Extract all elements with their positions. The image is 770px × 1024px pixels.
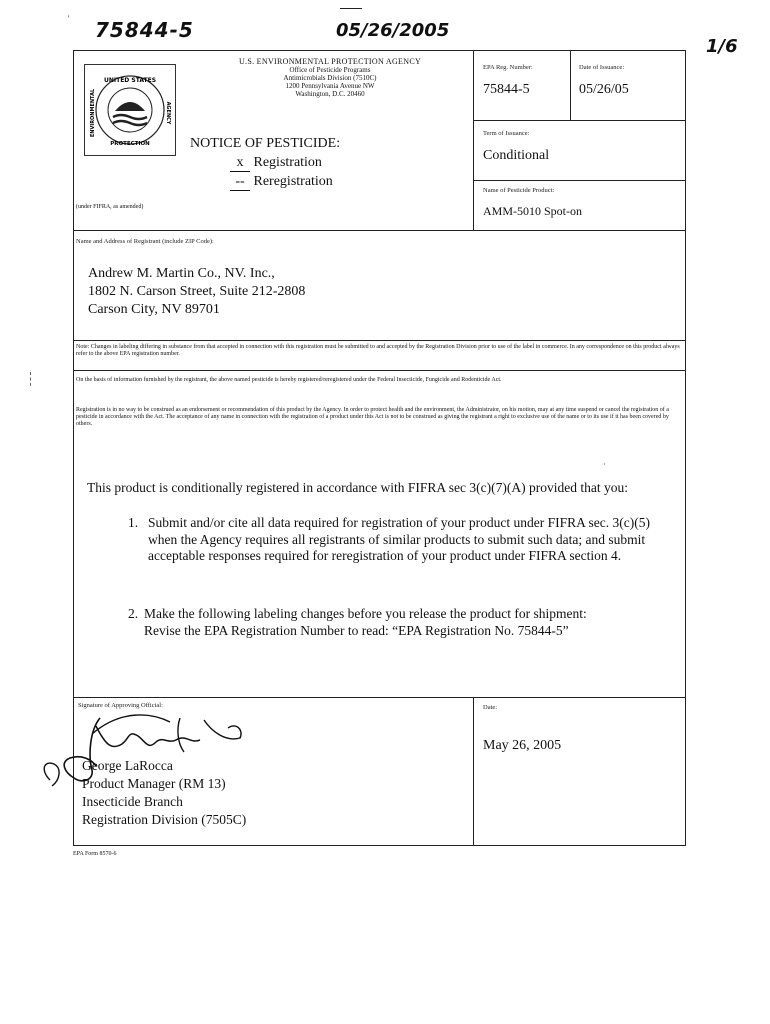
signatory-title: Product Manager (RM 13) bbox=[82, 776, 226, 791]
conditional-intro: This product is conditionally registered in accordance with FIFRA sec 3(c)(7)(A) provided that you: bbox=[87, 480, 628, 495]
condition-2-line-1: Make the following labeling changes before you release the product for shipment: bbox=[144, 606, 587, 621]
condition-item-2 bbox=[128, 606, 680, 639]
registration-checkbox bbox=[230, 155, 250, 172]
signatory-division: Registration Division (7505C) bbox=[82, 812, 247, 827]
stray-mark: · bbox=[603, 460, 606, 469]
registrant-line-3: Carson City, NV 89701 bbox=[88, 302, 220, 317]
registrant-label: Name and Address of Registrant (include ZIP Code): bbox=[76, 238, 214, 245]
registration-label: Registration bbox=[253, 155, 322, 170]
epa-seal bbox=[84, 64, 176, 156]
svg-text:PROTECTION: PROTECTION bbox=[110, 141, 150, 147]
agency-street: 1200 Pennsylvania Avenue NW bbox=[285, 82, 375, 90]
epa-reg-label: EPA Reg. Number: bbox=[483, 64, 533, 71]
margin-ticks bbox=[30, 372, 39, 386]
reregistration-checkbox bbox=[230, 174, 250, 191]
handwritten-date-dash bbox=[340, 8, 362, 9]
agency-name: U.S. ENVIRONMENTAL PROTECTION AGENCY bbox=[238, 57, 422, 66]
condition-1-number: 1. bbox=[128, 515, 139, 530]
term-label: Term of Issuance: bbox=[483, 130, 530, 137]
agency-city: Washington, D.C. 20460 bbox=[295, 90, 365, 98]
date-value: May 26, 2005 bbox=[483, 738, 562, 753]
header-bottom-line bbox=[73, 230, 686, 231]
svg-text:UNITED STATES: UNITED STATES bbox=[103, 77, 157, 84]
issuance-label: Date of Issuance: bbox=[579, 64, 625, 71]
date-label: Date: bbox=[483, 704, 498, 711]
signature-divider bbox=[473, 697, 474, 846]
under-fifra-note: (under FIFRA, as amended) bbox=[76, 204, 144, 210]
condition-2-number: 2. bbox=[128, 606, 139, 621]
reregistration-line bbox=[230, 174, 333, 191]
signature-label: Signature of Approving Official: bbox=[78, 702, 163, 709]
registrant-line-1: Andrew M. Martin Co., NV. Inc., bbox=[88, 266, 275, 281]
header-divider bbox=[473, 50, 474, 230]
condition-1-text: Submit and/or cite all data required for registration of your product under FIFRA sec. 3(c)(5) when the Agency requires all registrants of similar products to submit such data; and submit acceptable responses required for reregistration of your product under FIFRA section 4. bbox=[148, 515, 650, 563]
term-value: Conditional bbox=[483, 148, 550, 163]
condition-2-line-2: Revise the EPA Registration Number to read: “EPA Registration No. 75844-5” bbox=[144, 622, 569, 638]
product-top-line bbox=[473, 180, 686, 181]
signatory-branch: Insecticide Branch bbox=[82, 794, 183, 809]
handwritten-page-number: 1/6 bbox=[706, 36, 738, 57]
registration-mark: x bbox=[236, 155, 244, 170]
term-top-line bbox=[473, 120, 686, 121]
epa-reg-value: 75844-5 bbox=[483, 82, 530, 97]
registration-line bbox=[230, 155, 322, 172]
disclaimer-paragraph: Registration is in no way to be construed as an endorsement or recommendation of this product by the Agency. In order to protect health and the environment, the Administrator, on his motion, may at any time suspend or cancel the registration of a pesticide in accordance with the Act. The acceptance of any name in connection with the registration of a product under this Act is not to be construed as giving the registrant a right to exclusive use of the name or to its use if it has been covered by others. bbox=[76, 407, 669, 427]
note-bottom-line bbox=[73, 370, 686, 371]
registrant-line-2: 1802 N. Carson Street, Suite 212-2808 bbox=[88, 284, 306, 299]
signatory-name: George LaRocca bbox=[82, 758, 173, 773]
registrant-address bbox=[88, 265, 305, 319]
corner-mark: ' bbox=[68, 14, 70, 23]
agency-address bbox=[200, 57, 460, 98]
product-label: Name of Pesticide Product: bbox=[483, 187, 555, 194]
reregistration-mark: -- bbox=[235, 174, 245, 189]
conditions-bottom-line bbox=[73, 697, 686, 698]
notice-title: NOTICE OF PESTICIDE: bbox=[190, 136, 341, 151]
agency-office: Office of Pesticide Programs bbox=[289, 66, 371, 74]
svg-text:AGENCY: AGENCY bbox=[165, 101, 171, 125]
basis-paragraph: On the basis of information furnished by the registrant, the above named pesticide is hereby registered/reregistered under the Federal Insecticide, Fungicide and Rodenticide Act. bbox=[76, 377, 502, 383]
labeling-note: Note: Changes in labeling differing in substance from that accepted in connection with this registration must be submitted to and accepted by the Registration Division prior to use of the label in commerce. In any correspondence on this product always refer to the above EPA registration number. bbox=[76, 344, 680, 357]
reregistration-label: Reregistration bbox=[253, 174, 333, 189]
agency-division: Antimicrobials Division (7510C) bbox=[283, 74, 377, 82]
condition-item-1 bbox=[128, 515, 680, 565]
signatory-block bbox=[82, 757, 246, 829]
issuance-divider bbox=[570, 50, 571, 120]
handwritten-date: 05/26/2005 bbox=[336, 20, 450, 41]
epa-seal-icon bbox=[85, 65, 175, 155]
svg-text:ENVIRONMENTAL: ENVIRONMENTAL bbox=[90, 88, 96, 138]
product-value: AMM-5010 Spot-on bbox=[483, 204, 583, 218]
form-number: EPA Form 8570-6 bbox=[73, 851, 117, 857]
handwritten-reg-number: 75844-5 bbox=[95, 18, 194, 42]
registrant-bottom-line bbox=[73, 340, 686, 341]
issuance-value: 05/26/05 bbox=[579, 82, 629, 97]
